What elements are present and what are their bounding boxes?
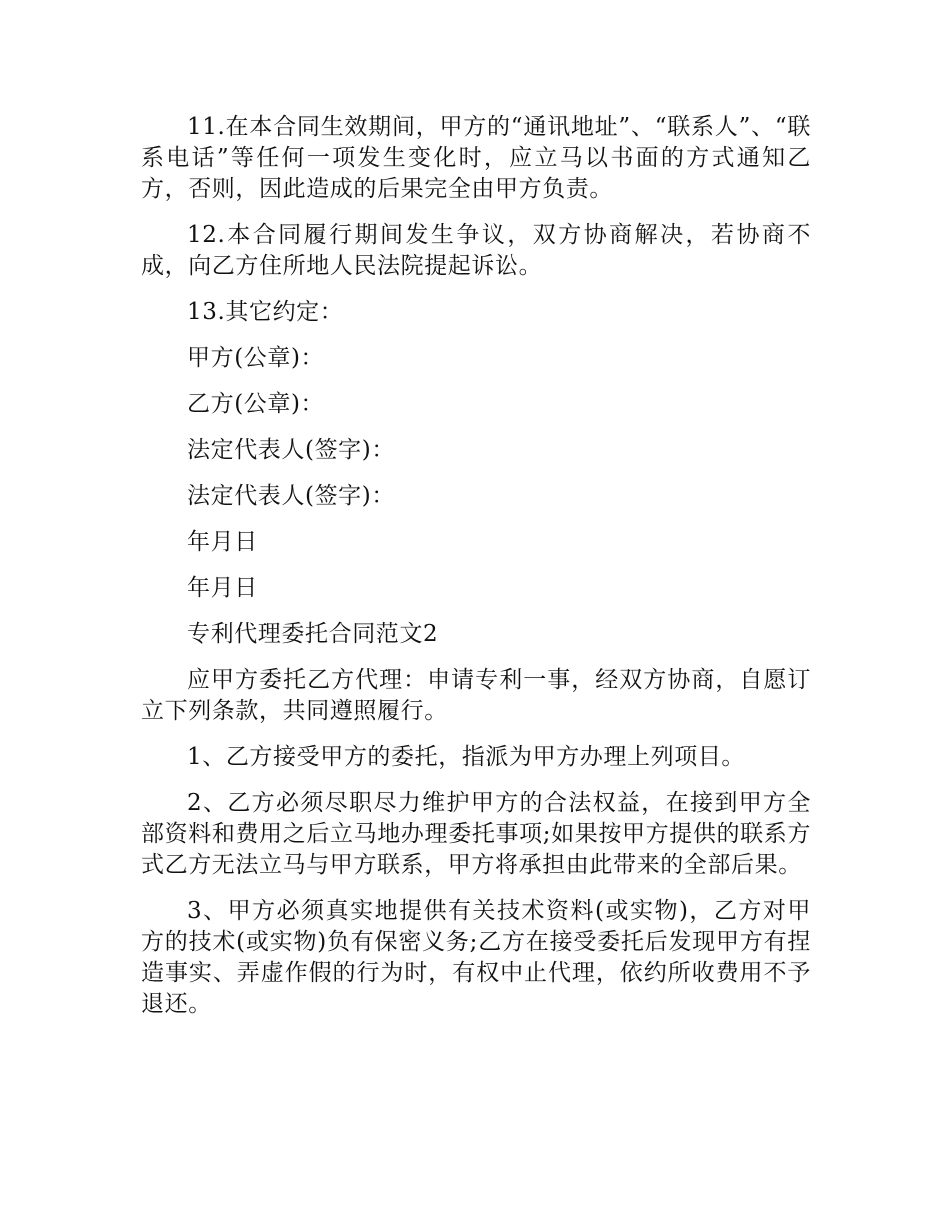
- clause-13: 13.其它约定：: [187, 299, 344, 325]
- clause-2: 2、乙方必须尽职尽力维护甲方的合法权益，在接到甲方全部资料和费用之后立马地办理委托事项;如果按甲方提供的联系方式乙方无法立马与甲方联系，甲方将承担由此带来的全部后果。: [141, 790, 811, 878]
- legal-representative-signature-b: 法定代表人(签字)：: [187, 483, 395, 509]
- party-a-seal: 甲方(公章)：: [187, 345, 325, 371]
- clause-11: 11.在本合同生效期间，甲方的“通讯地址”、“联系人”、“联系电话”等任何一项发生变化时，应立马以书面的方式通知乙方，否则，因此造成的后果完全由甲方负责。: [141, 114, 811, 202]
- date-line-b: 年月日: [187, 575, 258, 601]
- legal-representative-signature-a: 法定代表人(签字)：: [187, 437, 395, 463]
- date-line-a: 年月日: [187, 529, 258, 555]
- document-body: [141, 112, 811, 1035]
- party-b-seal: 乙方(公章)：: [187, 391, 325, 417]
- clause-12: 12.本合同履行期间发生争议，双方协商解决，若协商不成，向乙方住所地人民法院提起诉讼。: [141, 222, 811, 279]
- intro-paragraph: 应甲方委托乙方代理：申请专利一事，经双方协商，自愿订立下列条款，共同遵照履行。: [141, 667, 811, 724]
- section-title: 专利代理委托合同范文2: [187, 621, 439, 647]
- clause-1: 1、乙方接受甲方的委托，指派为甲方办理上列项目。: [187, 744, 746, 770]
- clause-3: 3、甲方必须真实地提供有关技术资料(或实物)，乙方对甲方的技术(或实物)负有保密义务;乙方在接受委托后发现甲方有捏造事实、弄虚作假的行为时，有权中止代理，依约所收费用不予退还。: [141, 898, 811, 1017]
